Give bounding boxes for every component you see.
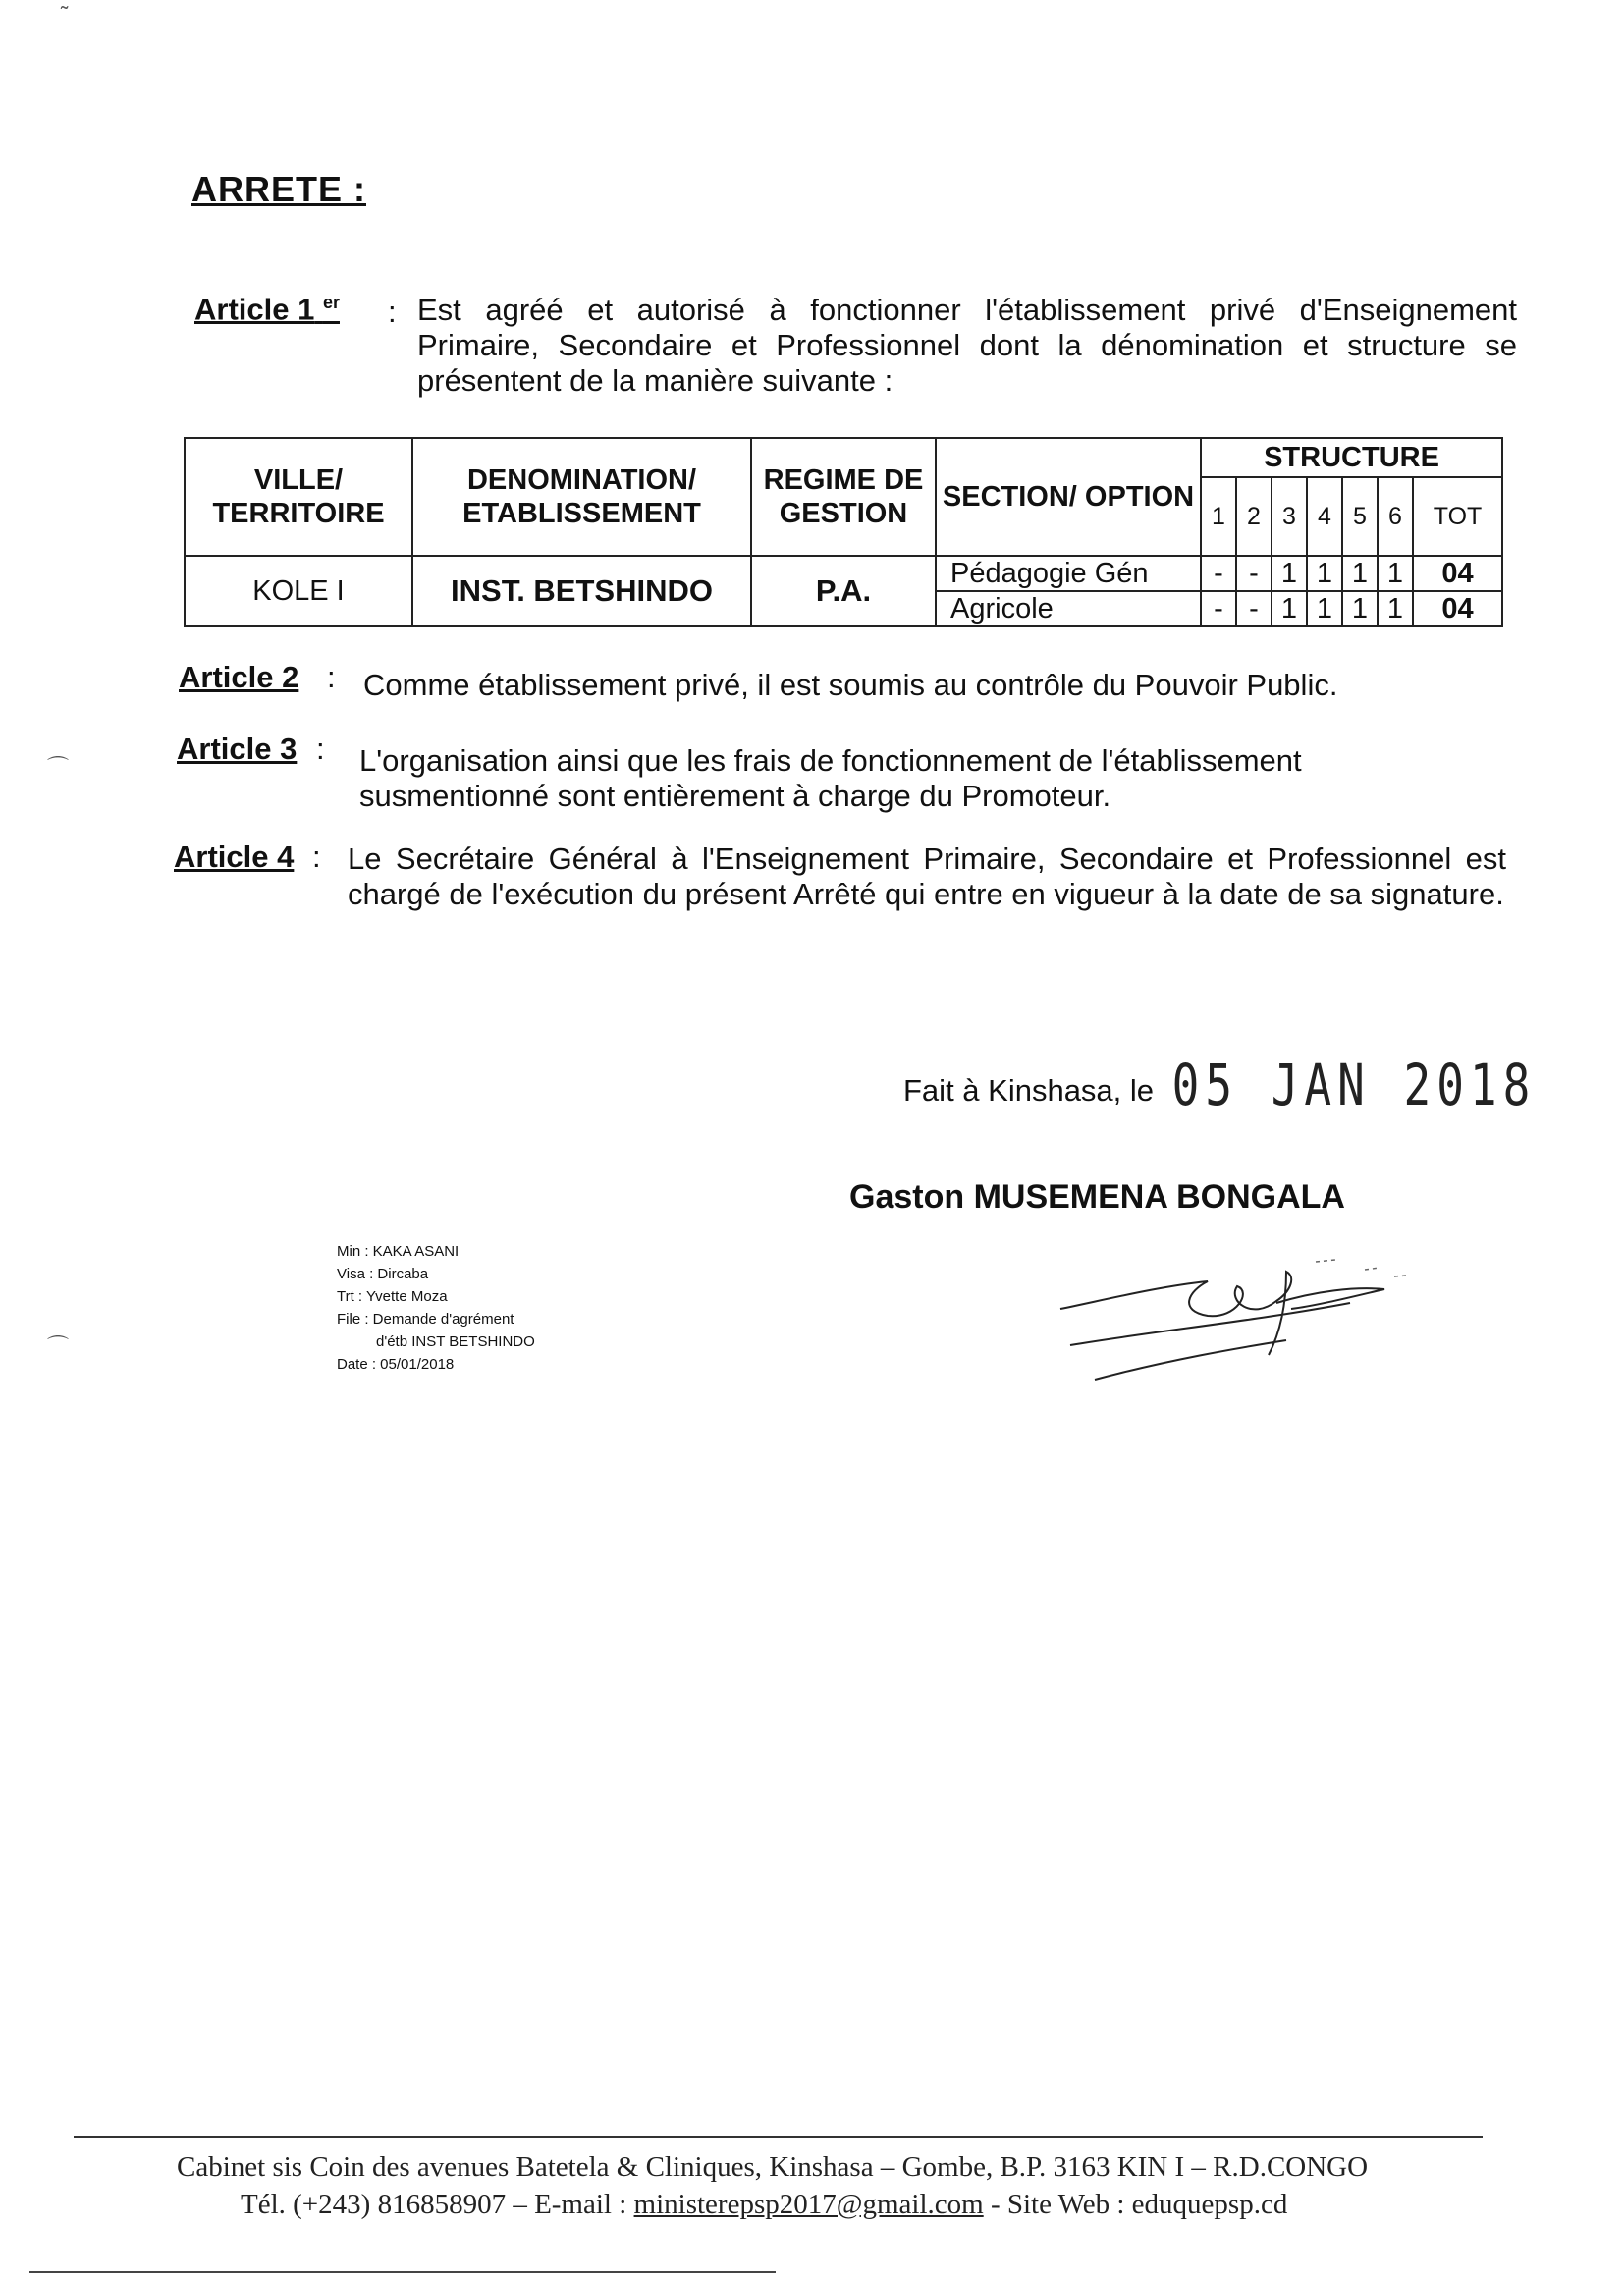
cell-total: 04 xyxy=(1413,591,1502,626)
cell-total: 04 xyxy=(1413,556,1502,591)
decree-heading: ARRETE : xyxy=(191,169,366,209)
cell-value: 1 xyxy=(1272,591,1307,626)
article-colon: : xyxy=(388,295,397,329)
date-label: Fait à Kinshasa, le xyxy=(903,1073,1155,1108)
header-section: SECTION/ OPTION xyxy=(936,438,1201,556)
cell-value: 1 xyxy=(1272,556,1307,591)
scan-mark: ˜ xyxy=(61,2,69,27)
footer-tel: Tél. (+243) 816858907 – E-mail : xyxy=(241,2189,627,2220)
article-4-label: Article 4 xyxy=(174,840,295,874)
date-stamp: 05 JAN 2018 xyxy=(1171,1052,1537,1118)
cell-value: 1 xyxy=(1342,591,1378,626)
cell-option: Agricole xyxy=(936,591,1201,626)
footer-website: - Site Web : eduquepsp.cd xyxy=(990,2189,1288,2220)
footer xyxy=(177,2148,1453,2223)
cell-value: 1 xyxy=(1307,591,1342,626)
article-3-label: Article 3 xyxy=(177,732,298,766)
signatory-name: Gaston MUSEMENA BONGALA xyxy=(849,1178,1345,1216)
header-col-2: 2 xyxy=(1236,477,1272,556)
ref-file: File : Demande d'agrément xyxy=(337,1311,514,1328)
handwritten-signature xyxy=(1041,1232,1453,1399)
article-3-text: L'organisation ainsi que les frais de fonctionnement de l'établissement susmentionné sont entièrement à charge du Promoteur. xyxy=(359,743,1302,813)
header-col-3: 3 xyxy=(1272,477,1307,556)
cell-value: - xyxy=(1201,556,1236,591)
reference-block xyxy=(337,1240,535,1376)
header-col-6: 6 xyxy=(1378,477,1413,556)
cell-option: Pédagogie Gén xyxy=(936,556,1201,591)
cell-value: - xyxy=(1201,591,1236,626)
header-col-4: 4 xyxy=(1307,477,1342,556)
cell-value: 1 xyxy=(1342,556,1378,591)
article-2-text: Comme établissement privé, il est soumis au contrôle du Pouvoir Public. xyxy=(363,668,1338,702)
date-line xyxy=(903,1052,1537,1118)
footer-contact xyxy=(177,2186,1453,2223)
article-colon: : xyxy=(327,660,336,694)
header-structure: STRUCTURE xyxy=(1201,438,1502,477)
ref-date: Date : 05/01/2018 xyxy=(337,1356,455,1373)
cell-denomination: INST. BETSHINDO xyxy=(412,556,751,626)
cell-value: 1 xyxy=(1378,591,1413,626)
scan-mark: ⌒ xyxy=(47,1334,70,1359)
cell-value: - xyxy=(1236,591,1272,626)
footer-divider xyxy=(74,2136,1483,2138)
header-ville: VILLE/ TERRITOIRE xyxy=(185,438,412,556)
table-row xyxy=(185,556,1502,591)
cell-ville: KOLE I xyxy=(185,556,412,626)
article-4-text: Le Secrétaire Général à l'Enseignement Primaire, Secondaire et Professionnel est chargé de l'exécution du présent Arrêté qui entre en vigueur à la date de sa signature. xyxy=(348,842,1506,911)
article-colon: : xyxy=(312,840,321,874)
footer-email-link[interactable]: ministerepsp2017@gmail.com xyxy=(633,2189,984,2220)
footer-address: Cabinet sis Coin des avenues Batetela & Cliniques, Kinshasa – Gombe, B.P. 3163 KIN I – R.D.CONGO xyxy=(177,2151,1369,2183)
header-col-1: 1 xyxy=(1201,477,1236,556)
cell-value: - xyxy=(1236,556,1272,591)
cell-regime: P.A. xyxy=(751,556,936,626)
article-1-label: Article 1 $^{er}$ xyxy=(194,292,340,327)
ref-trt: Trt : Yvette Moza xyxy=(337,1288,448,1305)
header-col-tot: TOT xyxy=(1413,477,1502,556)
cell-value: 1 xyxy=(1307,556,1342,591)
article-2-label: Article 2 xyxy=(179,660,299,694)
ref-file-continued: d'étb INST BETSHINDO xyxy=(376,1333,535,1350)
scan-mark: ⌒ xyxy=(47,755,70,780)
school-structure-table xyxy=(184,437,1503,627)
header-regime: REGIME DE GESTION xyxy=(751,438,936,556)
ref-min: Min : KAKA ASANI xyxy=(337,1243,460,1260)
article-1-text: Est agréé et autorisé à fonctionner l'établissement privé d'Enseignement Primaire, Secondaire et Professionnel dont la dénomination et structure se présentent de la manière suivante : xyxy=(417,293,1517,398)
article-colon: : xyxy=(316,732,325,766)
header-col-5: 5 xyxy=(1342,477,1378,556)
ref-visa: Visa : Dircaba xyxy=(337,1266,429,1282)
cell-value: 1 xyxy=(1378,556,1413,591)
bottom-divider xyxy=(29,2271,776,2273)
header-denomination: DENOMINATION/ ETABLISSEMENT xyxy=(412,438,751,556)
